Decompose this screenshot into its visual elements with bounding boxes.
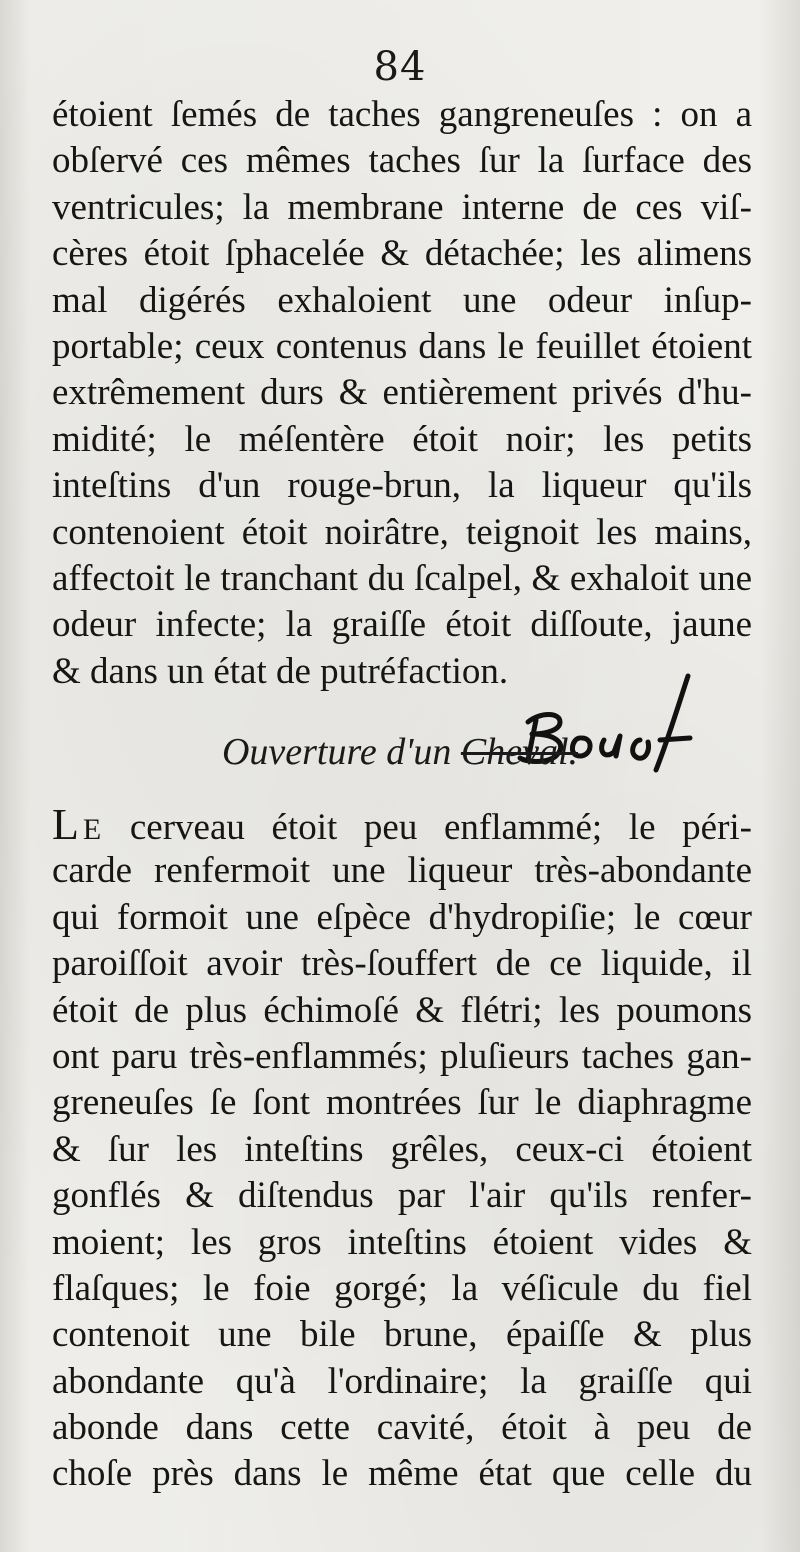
text-line: gonflés & diſtendus par l'air qu'ils renfer-: [52, 1175, 752, 1217]
text-line: extrêmement durs & entièrement privés d'hu-: [52, 372, 752, 414]
text-line: ventricules; la membrane interne de ces viſ-: [52, 186, 752, 228]
text-line: choſe près dans le même état que celle du: [52, 1453, 752, 1495]
struck-word: Cheval.: [460, 731, 579, 773]
text-line: mal digérés exhaloient une odeur inſup-: [52, 279, 752, 321]
small-cap-letter: E: [82, 813, 104, 846]
heading-text: Ouverture d'un: [221, 731, 452, 773]
text-line: carde renfermoit une liqueur très-abondante: [52, 850, 752, 892]
text-line: & ſur les inteſtins grêles, ceux-ci étoient: [52, 1128, 752, 1170]
text-line: greneuſes ſe ſont montrées ſur le diaphragme: [52, 1082, 752, 1124]
text-line: paroiſſoit avoir très-ſouffert de ce liquide, il: [52, 943, 752, 985]
text-line: contenoit une bile brune, épaiſſe & plus: [52, 1314, 752, 1356]
text-line: flaſques; le foie gorgé; la véſicule du fiel: [52, 1267, 752, 1309]
text-line: ont paru très-enflammés; pluſieurs taches gan-: [52, 1035, 752, 1077]
text-line: [52, 802, 752, 848]
text-line: affectoit le tranchant du ſcalpel, & exhaloit une: [52, 557, 752, 599]
text-line: qui formoit une eſpèce d'hydropiſie; le cœur: [52, 896, 752, 938]
text-line: contenoient étoit noirâtre, teignoit les mains,: [52, 511, 752, 553]
text-line: inteſtins d'un rouge-brun, la liqueur qu'ils: [52, 465, 752, 507]
text-line: abonde dans cette cavité, étoit à peu de: [52, 1407, 752, 1449]
text-line: étoit de plus échimoſé & flétri; les poumons: [52, 989, 752, 1031]
page-number: 84: [373, 44, 427, 90]
text-line: moient; les gros inteſtins étoient vides &: [52, 1221, 752, 1263]
drop-letter: L: [52, 802, 83, 849]
first-line-rest: cerveau étoit peu enflammé; le péri-: [103, 807, 752, 848]
section-heading: [0, 730, 800, 774]
text-line: portable; ceux contenus dans le feuillet étoient: [52, 325, 752, 367]
paragraph-2: [52, 802, 752, 1498]
text-line: odeur infecte; la graiſſe étoit diſſoute, jaune: [52, 604, 752, 646]
text-line: & dans un état de putréfaction.: [52, 650, 509, 692]
text-line: cères étoit ſphacelée & détachée; les alimens: [52, 233, 752, 275]
text-line: étoient ſemés de taches gangreneuſes : on a: [52, 94, 752, 135]
text-line: abondante qu'à l'ordinaire; la graiſſe qui: [52, 1360, 752, 1402]
text-line: obſervé ces mêmes taches ſur la ſurface des: [52, 140, 752, 182]
text-line: midité; le méſentère étoit noir; les petits: [52, 418, 752, 460]
